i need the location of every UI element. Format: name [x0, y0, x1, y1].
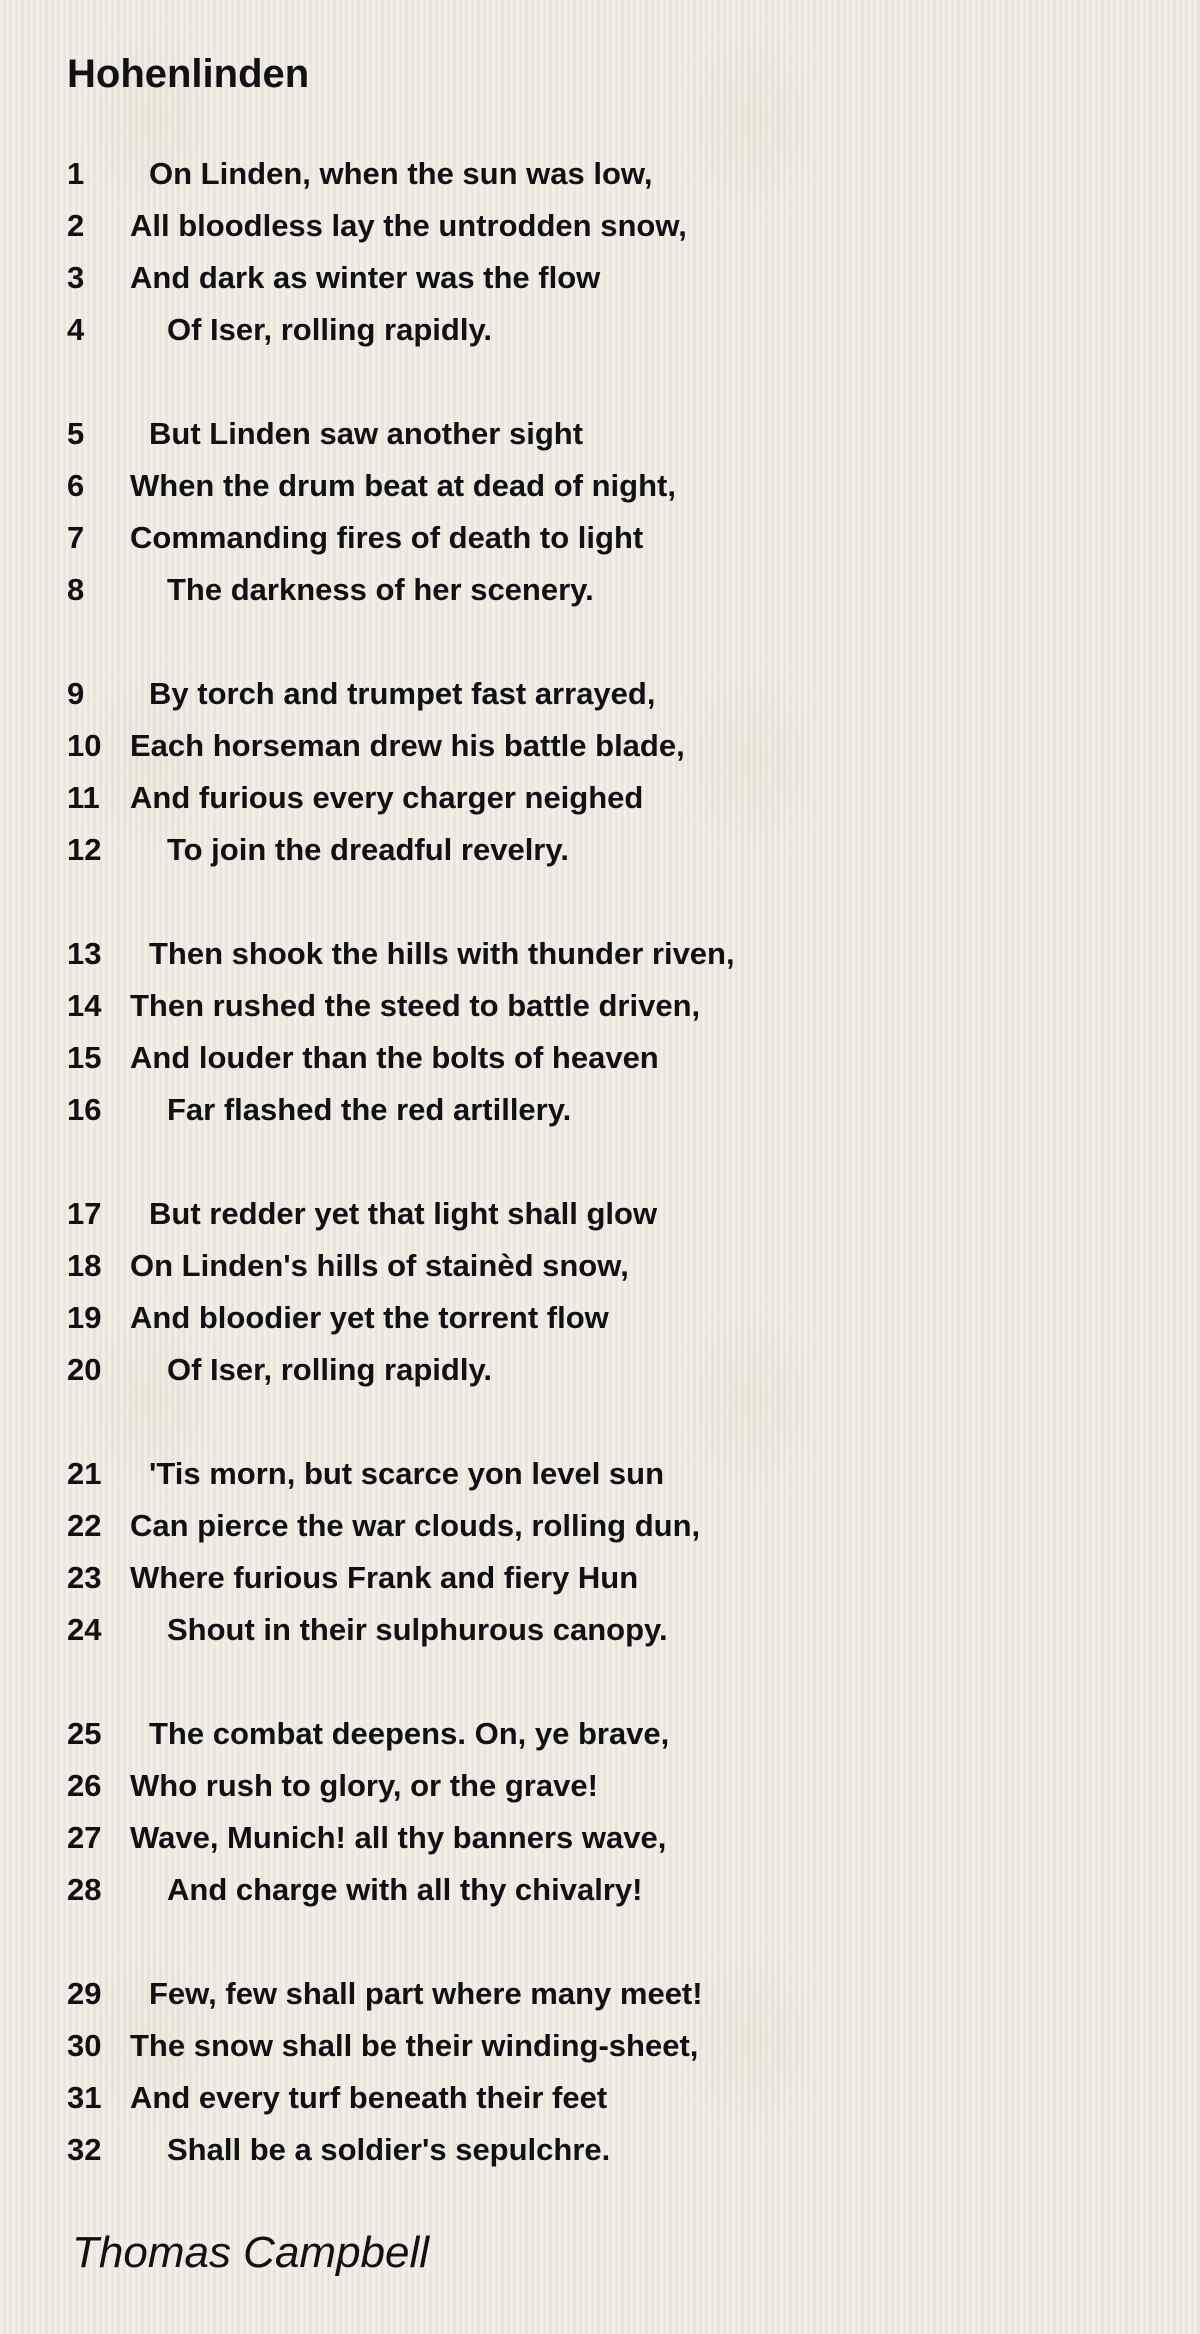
poem-line	[67, 1292, 1147, 1344]
line-number: 22	[67, 1508, 102, 1543]
line-text: But redder yet that light shall glow	[149, 1196, 658, 1231]
line-text: Can pierce the war clouds, rolling dun,	[130, 1508, 701, 1543]
poem-line	[67, 1604, 1147, 1656]
poem-line	[67, 1500, 1147, 1552]
line-number: 8	[67, 572, 85, 607]
line-text: Few, few shall part where many meet!	[149, 1976, 703, 2011]
poem-line	[67, 564, 1147, 616]
poem-stanza	[67, 668, 1147, 876]
poem-line	[67, 1968, 1147, 2020]
line-text: On Linden, when the sun was low,	[149, 156, 653, 191]
poem-line	[67, 2072, 1147, 2124]
line-number: 15	[67, 1040, 102, 1075]
poem-stanza	[67, 1968, 1147, 2176]
line-number: 7	[67, 520, 85, 555]
line-number: 16	[67, 1092, 102, 1127]
line-number: 17	[67, 1196, 102, 1231]
line-number: 5	[67, 416, 85, 451]
poem-line	[67, 1032, 1147, 1084]
line-number: 4	[67, 312, 85, 347]
poem-line	[67, 304, 1147, 356]
line-text: Then rushed the steed to battle driven,	[130, 988, 701, 1023]
line-text: When the drum beat at dead of night,	[130, 468, 676, 503]
line-text: And every turf beneath their feet	[130, 2080, 608, 2115]
poem-line	[67, 1240, 1147, 1292]
poem-line	[67, 148, 1147, 200]
poem-line	[67, 928, 1147, 980]
poem-line	[67, 720, 1147, 772]
line-text: The darkness of her scenery.	[167, 572, 594, 607]
line-number: 25	[67, 1716, 102, 1751]
line-text: The combat deepens. On, ye brave,	[149, 1716, 670, 1751]
poem-line	[67, 1864, 1147, 1916]
poem-title: Hohenlinden	[67, 52, 310, 96]
poem-line	[67, 980, 1147, 1032]
poem-line	[67, 2020, 1147, 2072]
line-number: 28	[67, 1872, 102, 1907]
line-number: 18	[67, 1248, 102, 1283]
poem-stanza	[67, 1188, 1147, 1396]
line-number: 11	[67, 780, 100, 815]
poem-line	[67, 824, 1147, 876]
poem-line	[67, 460, 1147, 512]
line-number: 21	[67, 1456, 102, 1491]
line-text: Then shook the hills with thunder riven,	[149, 936, 735, 971]
poem-stanza	[67, 1448, 1147, 1656]
line-text: And dark as winter was the flow	[130, 260, 601, 295]
line-text: And charge with all thy chivalry!	[167, 1872, 643, 1907]
line-number: 14	[67, 988, 102, 1023]
line-number: 13	[67, 936, 102, 971]
line-number: 20	[67, 1352, 102, 1387]
poem-line	[67, 668, 1147, 720]
line-text: Who rush to glory, or the grave!	[130, 1768, 598, 1803]
line-number: 26	[67, 1768, 102, 1803]
line-text: Each horseman drew his battle blade,	[130, 728, 685, 763]
line-number: 1	[67, 156, 85, 191]
line-text: By torch and trumpet fast arrayed,	[149, 676, 656, 711]
poem-line	[67, 1812, 1147, 1864]
line-number: 9	[67, 676, 85, 711]
line-text: Shall be a soldier's sepulchre.	[167, 2132, 611, 2167]
poem-line	[67, 1084, 1147, 1136]
line-number: 23	[67, 1560, 102, 1595]
poem-line	[67, 2124, 1147, 2176]
poem-line	[67, 1552, 1147, 1604]
line-text: Far flashed the red artillery.	[167, 1092, 572, 1127]
line-text: To join the dreadful revelry.	[167, 832, 569, 867]
poem-line	[67, 1188, 1147, 1240]
line-number: 32	[67, 2132, 102, 2167]
poem-stanza	[67, 928, 1147, 1136]
line-text: 'Tis morn, but scarce yon level sun	[149, 1456, 665, 1491]
line-text: Shout in their sulphurous canopy.	[167, 1612, 668, 1647]
line-text: And louder than the bolts of heaven	[130, 1040, 659, 1075]
line-text: All bloodless lay the untrodden snow,	[130, 208, 687, 243]
poem-line	[67, 1760, 1147, 1812]
line-text: And furious every charger neighed	[130, 780, 644, 815]
poem-stanza	[67, 408, 1147, 616]
line-number: 6	[67, 468, 85, 503]
line-text: The snow shall be their winding-sheet,	[130, 2028, 699, 2063]
poem-author: Thomas Campbell	[72, 2228, 430, 2277]
line-number: 10	[67, 728, 102, 763]
line-number: 27	[67, 1820, 102, 1855]
line-number: 2	[67, 208, 85, 243]
line-number: 31	[67, 2080, 102, 2115]
line-number: 30	[67, 2028, 102, 2063]
line-text: And bloodier yet the torrent flow	[130, 1300, 609, 1335]
line-text: Of Iser, rolling rapidly.	[167, 1352, 493, 1387]
poem-line	[67, 512, 1147, 564]
line-number: 12	[67, 832, 102, 867]
poem-stanza	[67, 148, 1147, 356]
line-text: But Linden saw another sight	[149, 416, 584, 451]
line-text: Wave, Munich! all thy banners wave,	[130, 1820, 667, 1855]
poem-line	[67, 252, 1147, 304]
poem-line	[67, 408, 1147, 460]
poem-line	[67, 772, 1147, 824]
line-number: 19	[67, 1300, 102, 1335]
line-text: On Linden's hills of stainèd snow,	[130, 1248, 629, 1283]
line-text: Commanding fires of death to light	[130, 520, 644, 555]
poem-line	[67, 1448, 1147, 1500]
poem-body	[67, 148, 1147, 2176]
line-number: 29	[67, 1976, 102, 2011]
poem-stanza	[67, 1708, 1147, 1916]
poem-line	[67, 1708, 1147, 1760]
line-number: 3	[67, 260, 85, 295]
line-text: Where furious Frank and fiery Hun	[130, 1560, 639, 1595]
line-text: Of Iser, rolling rapidly.	[167, 312, 493, 347]
poem-line	[67, 1344, 1147, 1396]
poem-line	[67, 200, 1147, 252]
line-number: 24	[67, 1612, 102, 1647]
